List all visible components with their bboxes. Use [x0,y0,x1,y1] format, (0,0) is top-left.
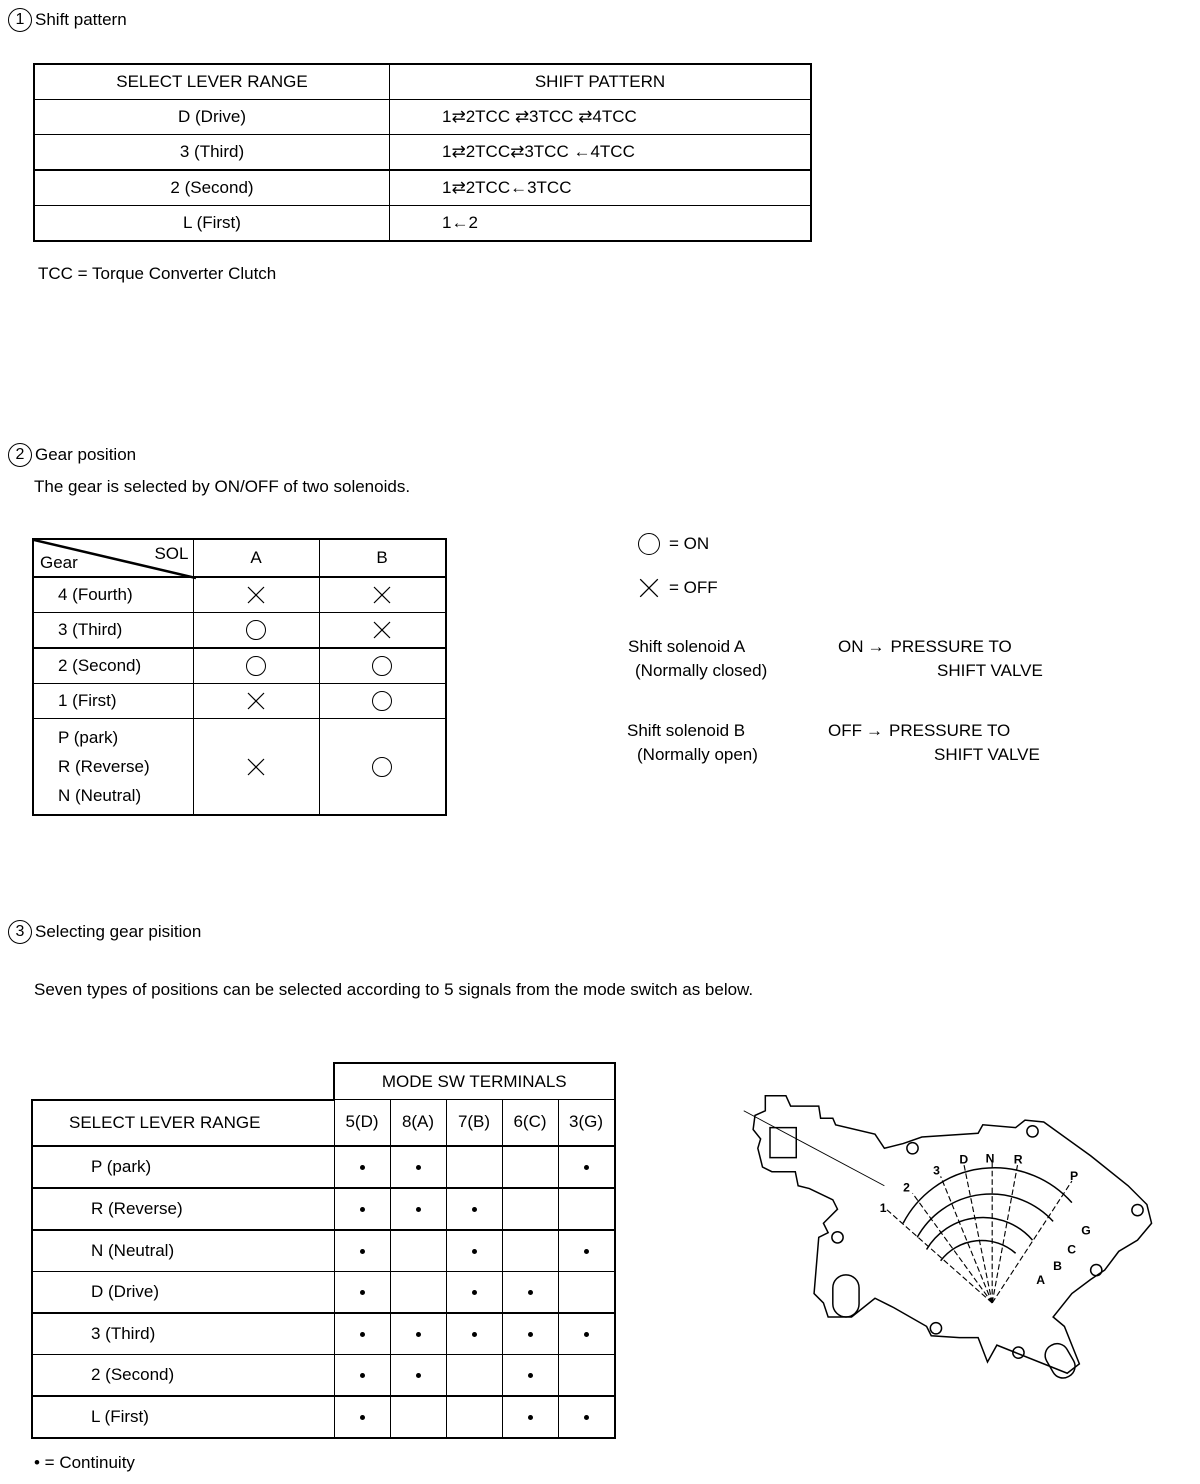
table-row [33,613,446,649]
range-cell: D (Drive) [34,100,390,135]
continuity-cell [558,1313,615,1355]
table-row [33,577,446,613]
range-cell: 2 (Second) [32,1354,334,1396]
diagram-label: P [1070,1169,1079,1184]
continuity-cell [502,1230,558,1272]
continuity-dot-icon [472,1290,477,1295]
terminal-header: 5(D) [334,1100,390,1146]
table-row [34,135,811,171]
diagonal-header-cell [33,539,193,577]
section-title: Selecting gear pisition [35,922,202,941]
continuity-cell [390,1271,446,1313]
gear-label: R (Reverse) [58,757,150,776]
solenoid-name: Shift solenoid B [627,721,746,740]
continuity-dot-icon [472,1207,477,1212]
diagram-label: G [1081,1223,1091,1238]
pattern-cell: 1⇄2TCC←3TCC [390,170,812,206]
continuity-cell [558,1146,615,1188]
solenoid-state: OFF [828,721,862,740]
continuity-cell [390,1230,446,1272]
diagram-label: N [985,1151,995,1166]
table-row [34,100,811,135]
continuity-cell [390,1313,446,1355]
continuity-cell [334,1313,390,1355]
on-circle-icon [246,620,266,640]
continuity-cell [502,1313,558,1355]
terminal-header: 8(A) [390,1100,446,1146]
on-circle-icon [246,656,266,676]
off-x-icon [246,585,266,605]
table-row [32,1354,615,1396]
continuity-cell [446,1146,502,1188]
pattern-cell: 1⇄2TCC ⇄3TCC ⇄4TCC [390,100,812,135]
continuity-legend: • = Continuity [34,1453,135,1472]
gear-cell: 1 (First) [33,684,193,719]
continuity-cell [446,1188,502,1230]
off-x-icon [372,620,392,640]
effect-line: SHIFT VALVE [937,661,1043,680]
range-cell: N (Neutral) [32,1230,334,1272]
range-cell: D (Drive) [32,1271,334,1313]
continuity-dot-icon [416,1207,421,1212]
gear-label: Gear [40,553,78,572]
pattern-cell: 1⇄2TCC⇄3TCC ←4TCC [390,135,812,171]
continuity-dot-icon [360,1415,365,1420]
continuity-dot-icon [472,1332,477,1337]
continuity-dot-icon [584,1249,589,1254]
mode-switch-table [31,1062,616,1439]
right-arrow-icon: → [867,637,885,656]
table-row [34,170,811,206]
table-row [34,206,811,242]
continuity-cell [558,1188,615,1230]
range-header: SELECT LEVER RANGE [32,1100,334,1146]
on-circle-icon [372,656,392,676]
column-header-b: B [319,539,446,577]
section-description: Seven types of positions can be selected according to 5 signals from the mode switch as below. [34,980,754,999]
legend-on: = ON [638,533,709,555]
continuity-cell [446,1230,502,1272]
range-cell: P (park) [32,1146,334,1188]
continuity-dot-icon [584,1415,589,1420]
continuity-cell [502,1188,558,1230]
solenoid-b-description [627,719,758,767]
off-x-icon [246,691,266,711]
continuity-cell [558,1396,615,1438]
column-header: SELECT LEVER RANGE [34,64,390,100]
effect-line: PRESSURE TO [890,637,1012,656]
continuity-cell [502,1271,558,1313]
table-row [32,1146,615,1188]
sol-label: SOL [154,544,189,563]
diagram-label: C [1067,1242,1076,1257]
section-3-heading [8,920,201,944]
range-cell: 2 (Second) [34,170,390,206]
table-row [33,684,446,719]
continuity-cell [446,1396,502,1438]
continuity-cell [502,1146,558,1188]
table-row [32,1396,615,1438]
range-cell: 3 (Third) [34,135,390,171]
right-arrow-icon: → [866,721,883,740]
continuity-dot-icon [416,1373,421,1378]
solenoid-state: ON [838,637,864,656]
section-title: Gear position [35,445,137,464]
continuity-cell [390,1354,446,1396]
effect-line: SHIFT VALVE [934,745,1040,764]
continuity-dot-icon [528,1415,533,1420]
diagram-label: 1 [879,1201,887,1215]
terminal-header: 6(C) [502,1100,558,1146]
on-circle-icon [372,757,392,777]
off-x-icon [246,757,266,777]
continuity-dot-icon [416,1165,421,1170]
range-cell: R (Reverse) [32,1188,334,1230]
continuity-cell [334,1354,390,1396]
continuity-dot-icon [416,1332,421,1337]
pattern-cell: 1←2 [390,206,812,242]
continuity-cell [446,1313,502,1355]
gear-label: P (park) [58,728,119,747]
continuity-cell [390,1146,446,1188]
continuity-dot-icon [360,1332,365,1337]
range-cell: L (First) [32,1396,334,1438]
section-2-heading [8,443,136,467]
column-header-a: A [193,539,319,577]
continuity-cell [558,1354,615,1396]
section-1-heading [8,8,127,32]
solenoid-a-description [628,635,767,683]
gear-solenoid-table [32,538,447,816]
range-cell: L (First) [34,206,390,242]
section-number-badge: 2 [8,443,32,467]
off-x-icon [638,577,660,599]
continuity-dot-icon [360,1207,365,1212]
solenoid-name: Shift solenoid A [628,637,746,656]
solenoid-b-effect [828,719,1040,767]
legend-off: = OFF [638,577,718,599]
table-row [32,1271,615,1313]
table-row [32,1313,615,1355]
diagram-label: B [1053,1259,1062,1274]
table-row [33,719,446,816]
section-number-badge: 1 [8,8,32,32]
continuity-cell [334,1188,390,1230]
continuity-cell [446,1271,502,1313]
continuity-cell [558,1230,615,1272]
gear-group-cell [58,719,193,814]
continuity-cell [502,1396,558,1438]
continuity-dot-icon [528,1332,533,1337]
solenoid-type: (Normally closed) [635,661,768,680]
diagram-label: 2 [903,1180,910,1195]
range-cell: 3 (Third) [32,1313,334,1355]
continuity-cell [446,1354,502,1396]
terminal-header: 7(B) [446,1100,502,1146]
continuity-cell [390,1396,446,1438]
terminal-header: 3(G) [558,1100,615,1146]
tcc-note: TCC = Torque Converter Clutch [38,264,277,283]
section-number-badge: 3 [8,920,32,944]
continuity-cell [334,1396,390,1438]
diagram-label: R [1013,1152,1023,1167]
off-x-icon [372,585,392,605]
table-row [33,648,446,684]
solenoid-a-effect [838,635,1043,683]
on-circle-icon [638,533,660,555]
gear-label: N (Neutral) [58,786,142,805]
mode-switch-diagram-icon [730,1092,1170,1392]
diagram-label: 3 [933,1163,940,1178]
continuity-dot-icon [472,1249,477,1254]
continuity-cell [334,1146,390,1188]
continuity-dot-icon [528,1373,533,1378]
effect-line: PRESSURE TO [889,721,1011,740]
continuity-dot-icon [360,1290,365,1295]
continuity-cell [334,1230,390,1272]
gear-cell: 4 (Fourth) [33,577,193,613]
mode-sw-terminals-header: MODE SW TERMINALS [334,1063,615,1100]
solenoid-type: (Normally open) [637,745,758,764]
diagram-label: A [1036,1273,1046,1288]
gear-cell: 3 (Third) [33,613,193,649]
continuity-dot-icon [584,1165,589,1170]
table-row [32,1230,615,1272]
gear-cell: 2 (Second) [33,648,193,684]
continuity-dot-icon [360,1165,365,1170]
section-title: Shift pattern [35,10,127,29]
continuity-dot-icon [528,1290,533,1295]
section-subtitle: The gear is selected by ON/OFF of two solenoids. [34,477,411,496]
continuity-dot-icon [360,1249,365,1254]
column-header: SHIFT PATTERN [390,64,812,100]
continuity-dot-icon [360,1373,365,1378]
table-row [32,1188,615,1230]
continuity-dot-icon [584,1332,589,1337]
continuity-cell [558,1271,615,1313]
continuity-cell [502,1354,558,1396]
diagram-label: D [959,1152,969,1167]
on-circle-icon [372,691,392,711]
shift-pattern-table [33,63,812,242]
continuity-cell [334,1271,390,1313]
continuity-cell [390,1188,446,1230]
